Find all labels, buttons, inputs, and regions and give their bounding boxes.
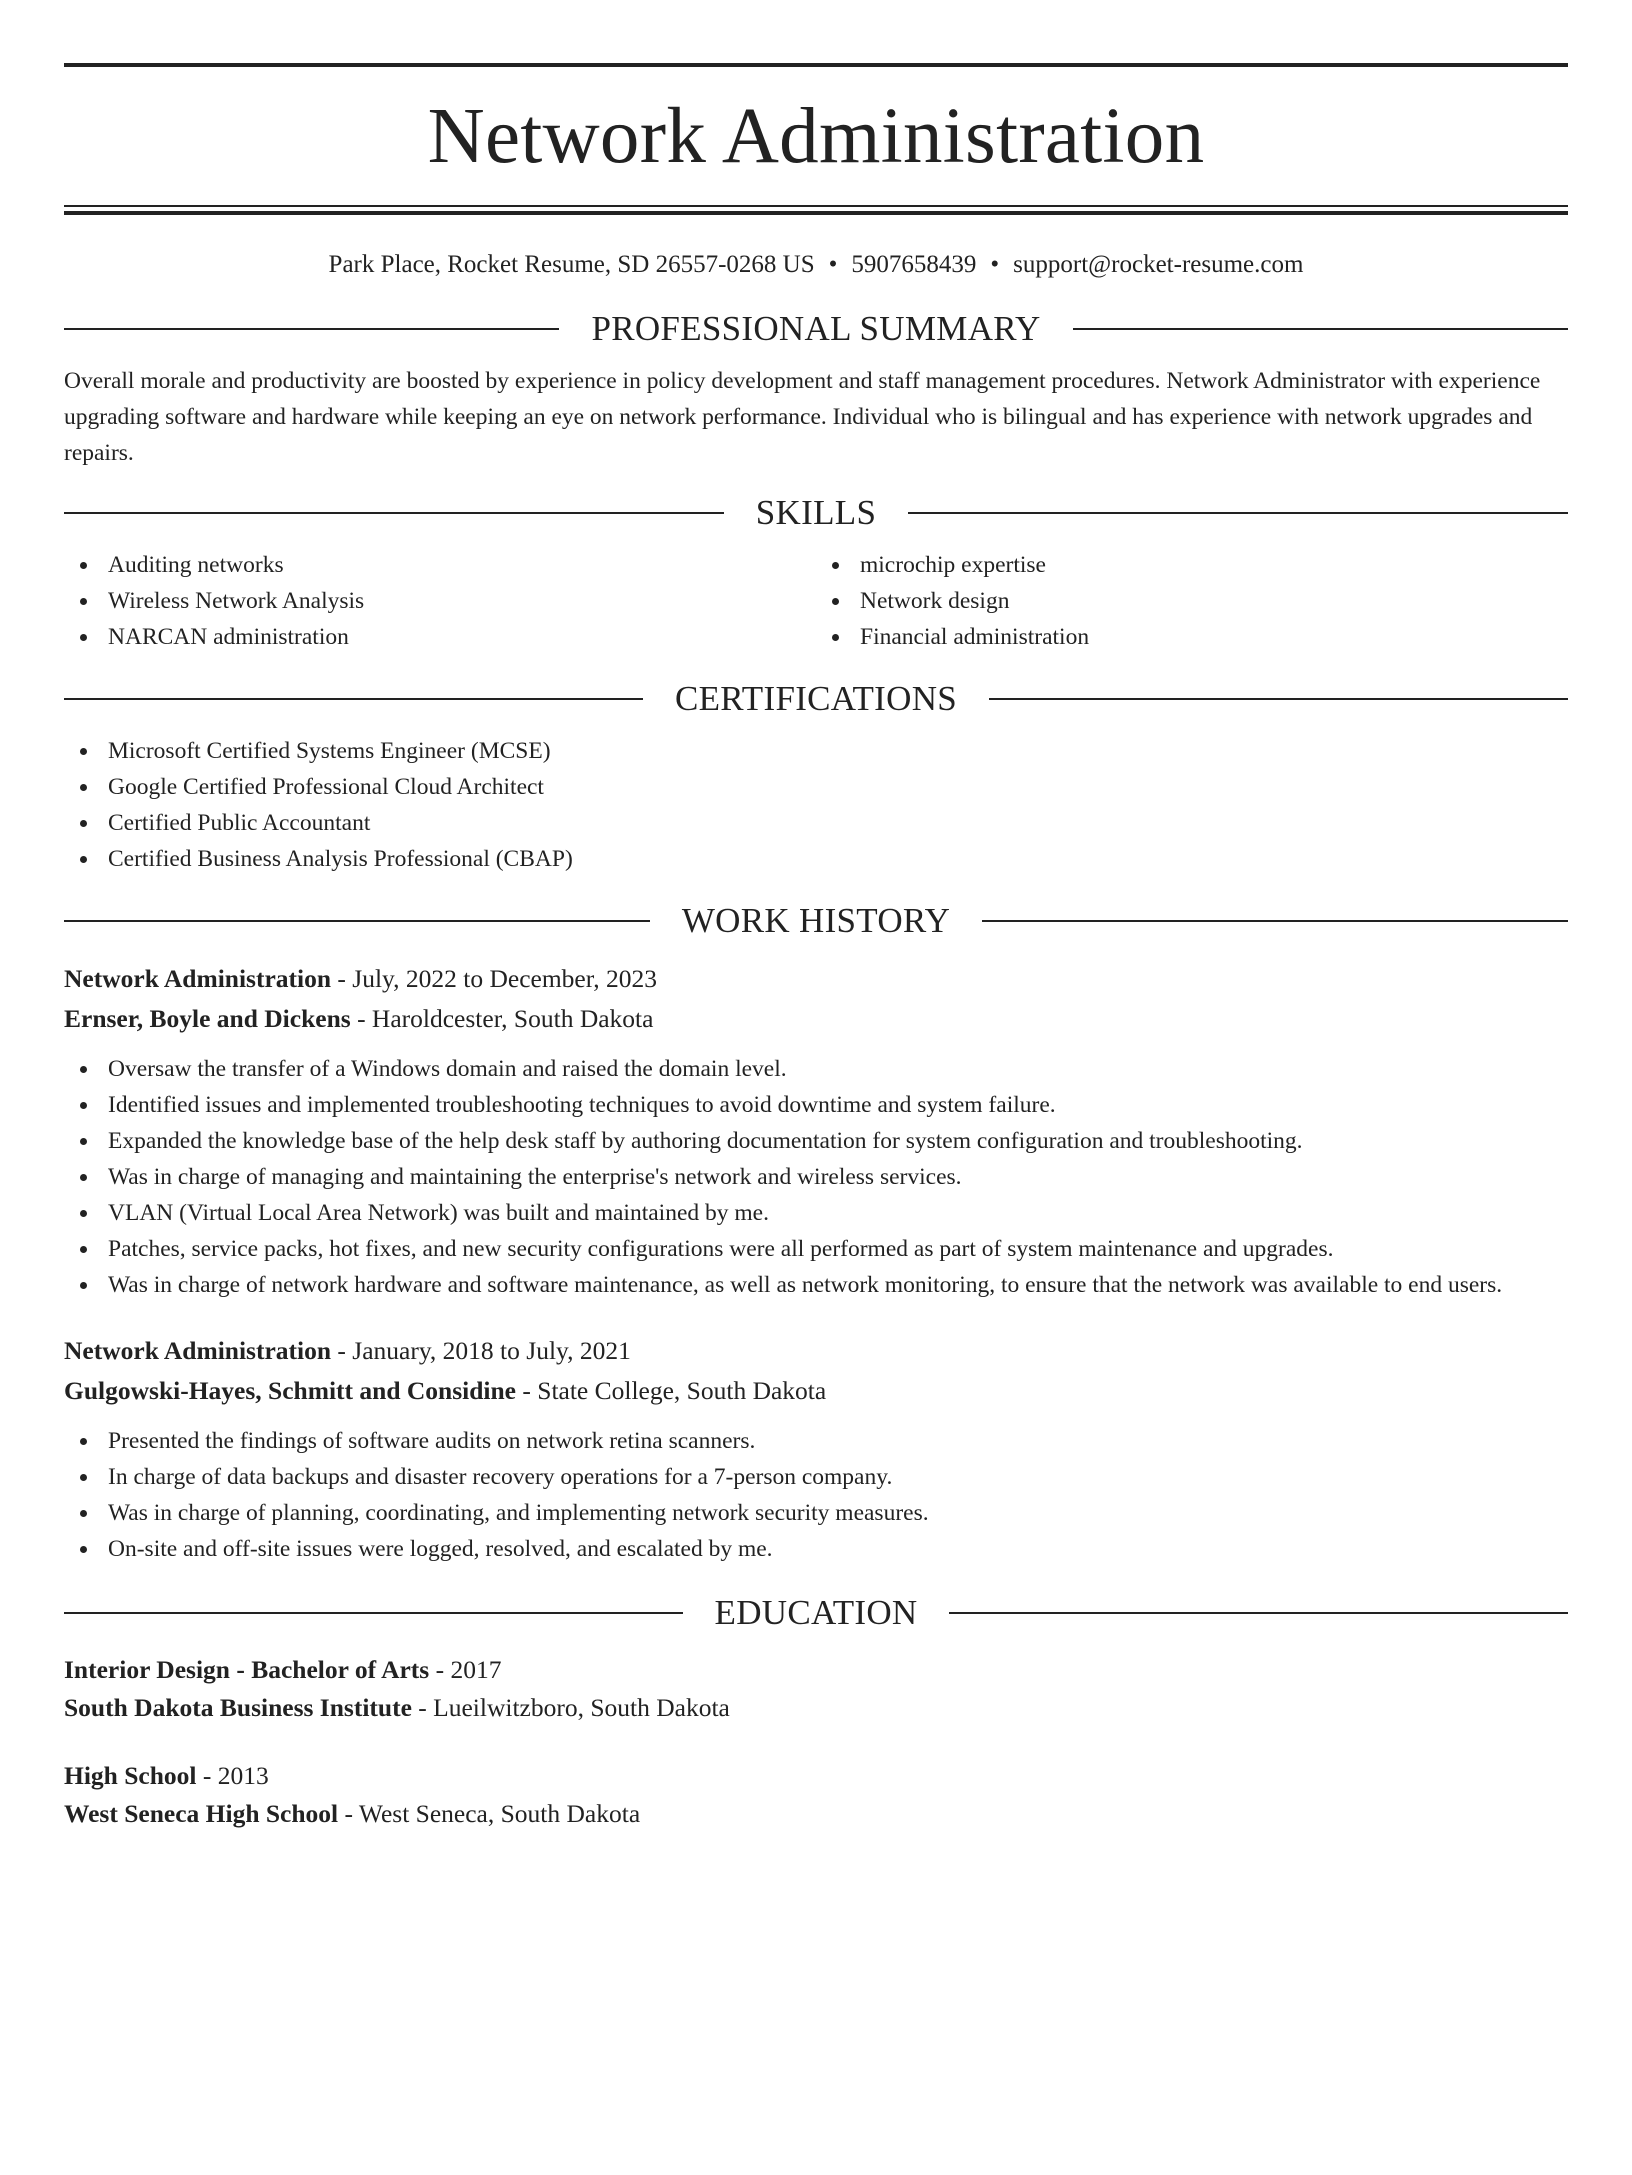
divider-line: [949, 1612, 1568, 1614]
resume-name: Network Administration: [427, 93, 1205, 180]
job-bullet: Patches, service packs, hot fixes, and new security configurations were all performed as part of system maintenance and upgrades.: [64, 1231, 1568, 1267]
contact-separator: •: [828, 251, 838, 278]
skill-item: microchip expertise: [816, 547, 1568, 583]
job-company-line: [64, 1371, 1568, 1411]
education-school-line: [64, 1795, 1568, 1833]
divider-line: [64, 1612, 683, 1614]
job-bullet: Oversaw the transfer of a Windows domain and raised the domain level.: [64, 1051, 1568, 1087]
section-header-work-history: [64, 899, 1568, 943]
double-rule: [64, 205, 1568, 215]
divider-line: [64, 512, 724, 514]
job-entry: [64, 1331, 1568, 1567]
education-year: - 2017: [429, 1655, 502, 1684]
divider-line: [982, 920, 1568, 922]
divider-line: [64, 920, 650, 922]
skill-item: NARCAN administration: [64, 619, 816, 655]
education-year: - 2013: [196, 1761, 269, 1790]
skills-column-left: [64, 547, 816, 655]
section-title: WORK HISTORY: [681, 901, 951, 940]
certification-item: Google Certified Professional Cloud Architect: [64, 769, 1568, 805]
education-degree: Interior Design - Bachelor of Arts: [64, 1655, 430, 1684]
job-title: Network Administration: [64, 1336, 332, 1365]
skill-item: Network design: [816, 583, 1568, 619]
divider-line: [1073, 328, 1568, 330]
job-title: Network Administration: [64, 964, 332, 993]
certifications-list: [64, 733, 1568, 877]
contact-separator: •: [990, 251, 1000, 278]
section-header-summary: [64, 307, 1568, 351]
job-entry: [64, 959, 1568, 1303]
education-school: South Dakota Business Institute: [64, 1693, 412, 1722]
education-school: West Seneca High School: [64, 1799, 339, 1828]
divider-line: [64, 328, 559, 330]
section-title: CERTIFICATIONS: [674, 679, 958, 718]
education-degree: High School: [64, 1761, 197, 1790]
job-bullet: Was in charge of managing and maintaining the enterprise's network and wireless services.: [64, 1159, 1568, 1195]
job-title-line: [64, 1331, 1568, 1371]
section-header-skills: [64, 491, 1568, 535]
education-entry: [64, 1757, 1568, 1833]
education-entry: [64, 1651, 1568, 1727]
job-bullet: Expanded the knowledge base of the help desk staff by authoring documentation for system configuration and troubleshooting.: [64, 1123, 1568, 1159]
job-bullet: In charge of data backups and disaster recovery operations for a 7-person company.: [64, 1459, 1568, 1495]
summary-text: Overall morale and productivity are boosted by experience in policy development and staff management procedures. Network Administrator with experience upgrading software and hardware while keeping an eye on network performance. Individual who is bilingual and has experience with network upgrades and repairs.: [64, 368, 1541, 466]
job-company-line: [64, 999, 1568, 1039]
job-bullets: [64, 1051, 1568, 1303]
job-bullet: Identified issues and implemented troubleshooting techniques to avoid downtime and system failure.: [64, 1087, 1568, 1123]
skills-list: [64, 547, 1568, 655]
job-location: - State College, South Dakota: [516, 1376, 827, 1405]
education-school-line: [64, 1689, 1568, 1727]
certification-item: Microsoft Certified Systems Engineer (MCSE): [64, 733, 1568, 769]
job-bullet: On-site and off-site issues were logged, resolved, and escalated by me.: [64, 1531, 1568, 1567]
certification-item: Certified Business Analysis Professional (CBAP): [64, 841, 1568, 877]
skill-item: Financial administration: [816, 619, 1568, 655]
education-degree-line: [64, 1757, 1568, 1795]
section-title: PROFESSIONAL SUMMARY: [591, 309, 1041, 348]
section-title: EDUCATION: [714, 1593, 918, 1632]
job-bullet: Was in charge of network hardware and software maintenance, as well as network monitoring, to ensure that the network was available to end users.: [64, 1267, 1568, 1303]
job-bullets: [64, 1423, 1568, 1567]
certification-item: Certified Public Accountant: [64, 805, 1568, 841]
skill-item: Auditing networks: [64, 547, 816, 583]
skill-item: Wireless Network Analysis: [64, 583, 816, 619]
skills-column-right: [816, 547, 1568, 655]
education-location: - Lueilwitzboro, South Dakota: [411, 1693, 730, 1722]
job-company: Gulgowski-Hayes, Schmitt and Considine: [64, 1376, 517, 1405]
section-header-certifications: [64, 677, 1568, 721]
contact-address: Park Place, Rocket Resume, SD 26557-0268 US: [328, 251, 815, 278]
job-title-line: [64, 959, 1568, 999]
resume-page: [0, 63, 1632, 2175]
section-header-education: [64, 1591, 1568, 1635]
contact-phone: 5907658439: [851, 251, 977, 278]
job-dates: - January, 2018 to July, 2021: [331, 1336, 631, 1365]
divider-line: [64, 698, 643, 700]
job-dates: - July, 2022 to December, 2023: [331, 964, 657, 993]
job-company: Ernser, Boyle and Dickens: [64, 1004, 351, 1033]
divider-line: [908, 512, 1568, 514]
divider-line: [989, 698, 1568, 700]
job-location: - Haroldcester, South Dakota: [350, 1004, 654, 1033]
education-degree-line: [64, 1651, 1568, 1689]
top-rule: [64, 63, 1568, 67]
contact-line: [64, 249, 1568, 281]
section-title: SKILLS: [755, 493, 877, 532]
job-bullet: Was in charge of planning, coordinating, and implementing network security measures.: [64, 1495, 1568, 1531]
contact-email: support@rocket-resume.com: [1013, 251, 1304, 278]
education-location: - West Seneca, South Dakota: [338, 1799, 641, 1828]
job-bullet: VLAN (Virtual Local Area Network) was built and maintained by me.: [64, 1195, 1568, 1231]
job-bullet: Presented the findings of software audits on network retina scanners.: [64, 1423, 1568, 1459]
